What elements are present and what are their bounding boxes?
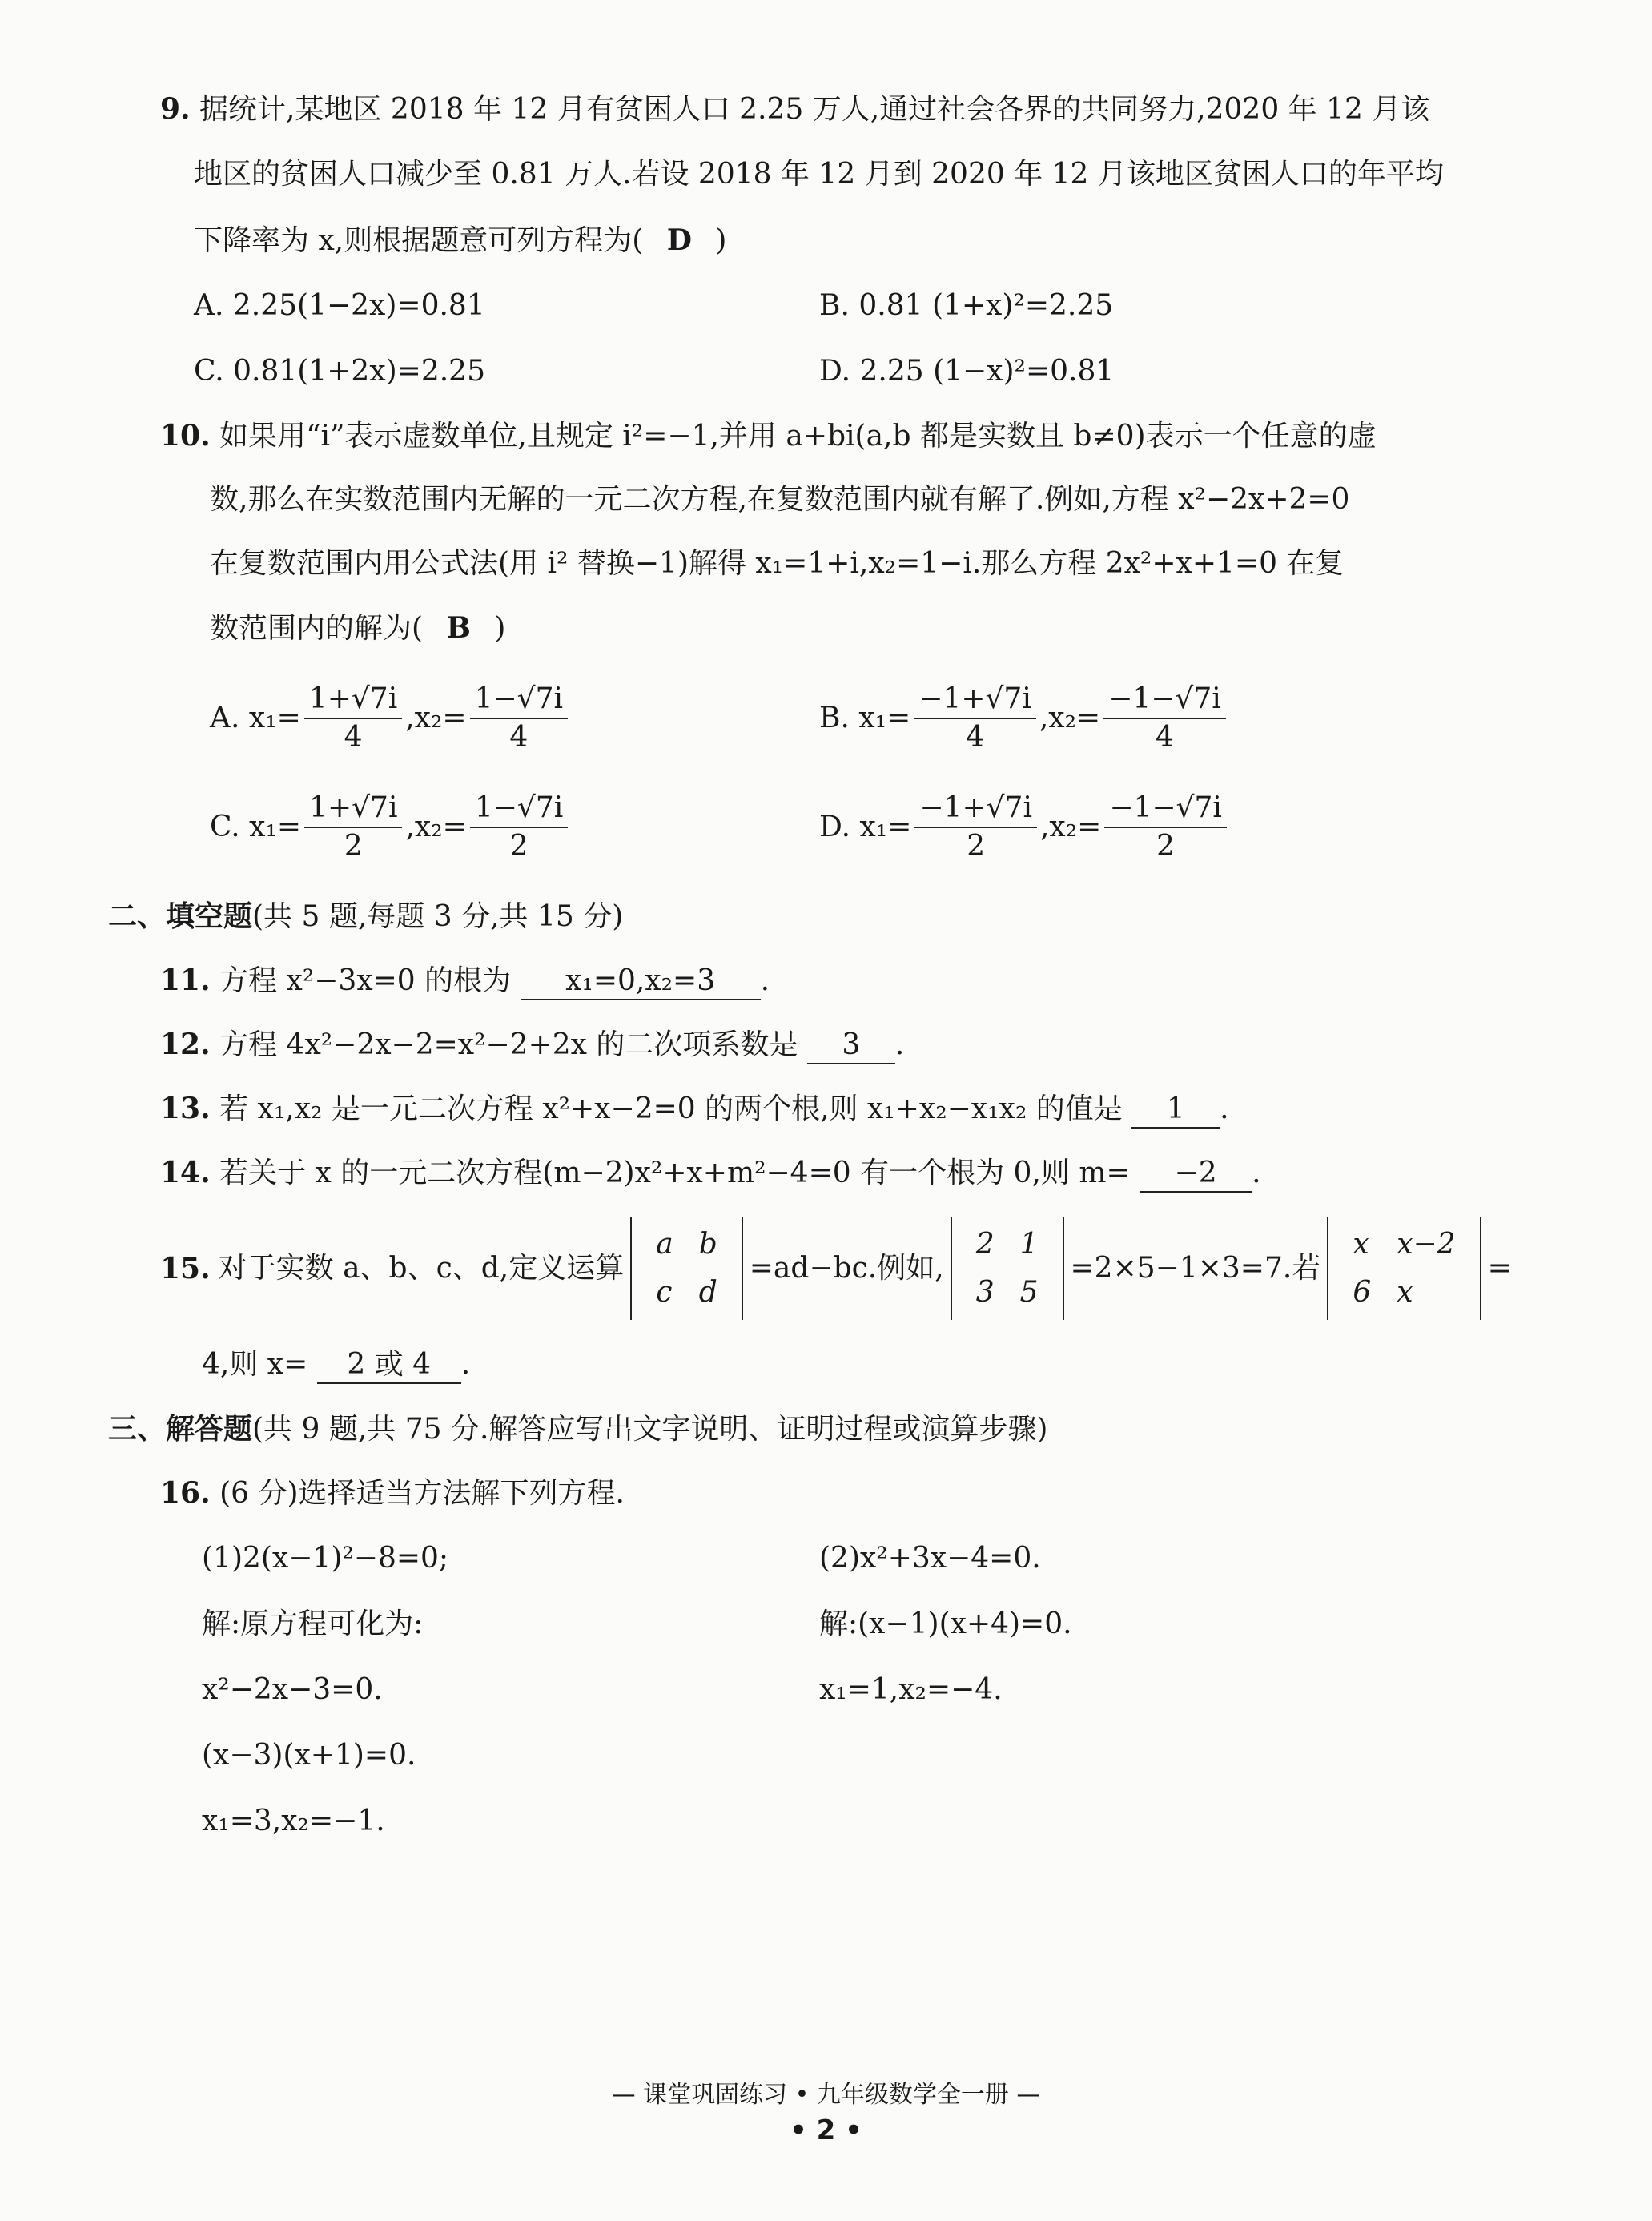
q12-number: 12. xyxy=(160,1028,211,1061)
denominator: 2 xyxy=(344,830,363,863)
option-label: A. x₁= xyxy=(210,702,301,734)
q9-close: ) xyxy=(715,224,727,257)
q16-number: 16. xyxy=(160,1476,211,1510)
q9-line3 xyxy=(194,221,726,260)
q15-text-3: =2×5−1×3=7.若 xyxy=(1070,1252,1321,1285)
det-cell: x−2 xyxy=(1397,1228,1456,1261)
q11-answer-blank: x₁=0,x₂=3 xyxy=(521,964,761,1000)
det-cell: a xyxy=(656,1228,673,1261)
q15-line1 xyxy=(160,1217,1512,1320)
q9-line2: 地区的贫困人口减少至 0.81 万人.若设 2018 年 12 月到 2020 年 12 月该地区贫困人口的年平均 xyxy=(194,158,1444,191)
determinant-example xyxy=(951,1217,1064,1320)
q9-text-3: 下降率为 x,则根据题意可列方程为( xyxy=(194,224,644,257)
q9-option-d: D. 2.25 (1−x)²=0.81 xyxy=(819,355,1115,388)
determinant-x xyxy=(1327,1217,1481,1320)
fraction xyxy=(304,790,402,865)
q16-text: (6 分)选择适当方法解下列方程. xyxy=(219,1477,625,1510)
q16-part2-step1: 解:(x−1)(x+4)=0. xyxy=(819,1607,1072,1640)
q9-option-c: C. 0.81(1+2x)=2.25 xyxy=(194,355,485,388)
q10-text-1: 如果用“i”表示虚数单位,且规定 i²=−1,并用 a+bi(a,b 都是实数且 b≠0)表示一个任意的虚 xyxy=(219,420,1377,453)
q10-line2: 数,那么在实数范围内无解的一元二次方程,在复数范围内就有解了.例如,方程 x²−2x+2=0 xyxy=(210,483,1350,516)
q16 xyxy=(160,1474,625,1513)
section-2-title: 二、填空题 xyxy=(108,899,253,933)
denominator: 4 xyxy=(1156,721,1174,754)
q10-line4 xyxy=(210,609,505,648)
q9-answer: D xyxy=(666,223,692,257)
det-cell: 6 xyxy=(1353,1276,1372,1309)
denominator: 2 xyxy=(967,830,986,863)
q11 xyxy=(160,961,770,1000)
denominator: 2 xyxy=(1156,830,1176,863)
q9-line1 xyxy=(160,90,1429,129)
fraction xyxy=(914,681,1036,756)
q15-line2 xyxy=(202,1346,470,1384)
q10-answer: B xyxy=(446,611,471,645)
option-label: D. x₁= xyxy=(819,811,912,843)
q14-end: . xyxy=(1252,1157,1261,1189)
numerator: 1+√7i xyxy=(304,681,402,719)
numerator: 1+√7i xyxy=(304,790,402,828)
q11-end: . xyxy=(760,964,770,997)
footer-title: — 课堂巩固练习 • 九年级数学全一册 — xyxy=(611,2081,1041,2109)
q13-number: 13. xyxy=(160,1092,211,1125)
fraction xyxy=(1104,790,1227,865)
q10-close: ) xyxy=(494,612,506,645)
numerator: −1+√7i xyxy=(914,681,1036,719)
q15-text-4: = xyxy=(1487,1252,1512,1285)
q15-answer-blank: 2 或 4 xyxy=(317,1347,461,1384)
q15-end: . xyxy=(460,1348,471,1381)
q13-text: 若 x₁,x₂ 是一元二次方程 x²+x−2=0 的两个根,则 x₁+x₂−x₁x₂ 的值是 xyxy=(219,1092,1123,1125)
denominator: 4 xyxy=(509,721,529,754)
numerator: 1−√7i xyxy=(470,790,568,828)
q16-part1-step1: 解:原方程可化为: xyxy=(202,1607,424,1640)
det-cell: b xyxy=(698,1228,717,1261)
option-label: C. x₁= xyxy=(210,811,302,843)
q16-part1-step2: x²−2x−3=0. xyxy=(202,1673,383,1706)
numerator: 1−√7i xyxy=(470,681,568,719)
q12-end: . xyxy=(894,1028,905,1061)
q11-text: 方程 x²−3x=0 的根为 xyxy=(219,964,512,997)
q13-end: . xyxy=(1220,1092,1229,1125)
q9-option-a: A. 2.25(1−2x)=0.81 xyxy=(194,289,485,322)
fraction xyxy=(304,681,402,756)
fraction xyxy=(470,681,568,756)
q16-part1-problem: (1)2(x−1)²−8=0; xyxy=(202,1542,449,1575)
q10-line1 xyxy=(160,416,1377,456)
q16-part2-step2: x₁=1,x₂=−4. xyxy=(819,1673,1003,1706)
q14-number: 14. xyxy=(160,1156,211,1189)
option-sep: ,x₂= xyxy=(1039,702,1101,734)
section-2-note: (共 5 题,每题 3 分,共 15 分) xyxy=(252,900,624,933)
q9-text-1: 据统计,某地区 2018 年 12 月有贫困人口 2.25 万人,通过社会各界的共同努力,2020 年 12 月该 xyxy=(199,93,1430,126)
option-sep: ,x₂= xyxy=(1039,811,1102,843)
det-cell: x xyxy=(1353,1228,1369,1261)
q14-text: 若关于 x 的一元二次方程(m−2)x²+x+m²−4=0 有一个根为 0,则 m= xyxy=(219,1157,1131,1189)
q15-number: 15. xyxy=(160,1252,211,1286)
q10-option-d xyxy=(819,790,1230,865)
q12-text: 方程 4x²−2x−2=x²−2+2x 的二次项系数是 xyxy=(219,1028,798,1061)
q10-option-b xyxy=(819,681,1229,756)
q16-part1-step3: (x−3)(x+1)=0. xyxy=(202,1739,416,1772)
q10-option-a xyxy=(210,681,571,756)
q9-option-b: B. 0.81 (1+x)²=2.25 xyxy=(819,289,1114,322)
det-cell: d xyxy=(698,1276,717,1309)
det-cell: 1 xyxy=(1019,1228,1039,1261)
section-3-heading xyxy=(108,1410,1047,1449)
fraction xyxy=(1103,681,1226,756)
determinant-abcd xyxy=(630,1217,743,1320)
det-cell: 2 xyxy=(975,1228,995,1261)
q13-answer-blank: 1 xyxy=(1131,1092,1220,1129)
det-cell: 5 xyxy=(1019,1276,1039,1309)
numerator: −1−√7i xyxy=(1103,681,1226,719)
q13 xyxy=(160,1089,1229,1129)
fraction xyxy=(470,790,568,865)
det-cell: x xyxy=(1397,1276,1413,1309)
q15-text-2: =ad−bc.例如, xyxy=(749,1252,944,1285)
page-number: • 2 • xyxy=(790,2114,862,2147)
section-3-title: 三、解答题 xyxy=(108,1412,253,1446)
option-sep: ,x₂= xyxy=(405,702,467,734)
option-label: B. x₁= xyxy=(819,702,911,734)
q15-text-1: 对于实数 a、b、c、d,定义运算 xyxy=(218,1252,625,1285)
q15-text-5: 4,则 x= xyxy=(202,1348,308,1381)
q14 xyxy=(160,1153,1261,1193)
q12 xyxy=(160,1025,904,1064)
numerator: −1−√7i xyxy=(1104,790,1227,828)
denominator: 4 xyxy=(344,721,363,754)
section-2-heading xyxy=(108,897,623,936)
det-cell: 3 xyxy=(975,1276,995,1309)
q10-option-c xyxy=(210,790,571,865)
q12-answer-blank: 3 xyxy=(807,1028,895,1064)
q10-number: 10. xyxy=(160,419,211,453)
q16-part2-problem: (2)x²+3x−4=0. xyxy=(819,1542,1041,1575)
q11-number: 11. xyxy=(160,964,211,997)
q10-line3: 在复数范围内用公式法(用 i² 替换−1)解得 x₁=1+i,x₂=1−i.那么方程 2x²+x+1=0 在复 xyxy=(210,547,1345,580)
fraction xyxy=(914,790,1037,865)
q14-answer-blank: −2 xyxy=(1140,1156,1252,1193)
denominator: 4 xyxy=(966,721,984,754)
det-cell: c xyxy=(656,1276,673,1309)
q16-part1-step4: x₁=3,x₂=−1. xyxy=(202,1805,385,1837)
numerator: −1+√7i xyxy=(914,790,1037,828)
section-3-note: (共 9 题,共 75 分.解答应写出文字说明、证明过程或演算步骤) xyxy=(252,1413,1048,1446)
q10-text-4: 数范围内的解为( xyxy=(210,612,424,645)
q9-number: 9. xyxy=(160,92,191,126)
denominator: 2 xyxy=(509,830,529,863)
option-sep: ,x₂= xyxy=(405,811,467,843)
